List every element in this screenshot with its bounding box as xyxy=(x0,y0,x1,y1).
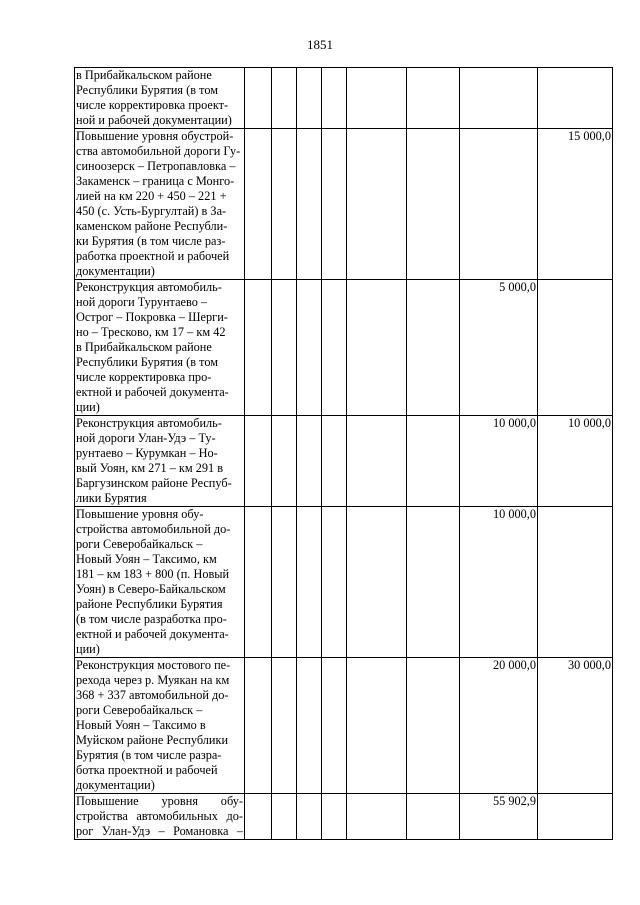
row-value-col-8 xyxy=(538,507,613,658)
row-value-col-6 xyxy=(407,280,460,416)
table-row xyxy=(75,280,613,416)
row-value-col-4 xyxy=(322,794,347,840)
row-value-col-3 xyxy=(297,280,322,416)
row-value-col-4 xyxy=(322,280,347,416)
row-value-col-3 xyxy=(297,416,322,507)
table-row xyxy=(75,416,613,507)
row-value-col-5 xyxy=(347,68,407,129)
row-value-col-5 xyxy=(347,658,407,794)
row-value-col-1 xyxy=(245,507,272,658)
row-value-col-3 xyxy=(297,794,322,840)
row-value-col-2 xyxy=(272,658,297,794)
row-value-col-8 xyxy=(538,794,613,840)
row-value-col-3 xyxy=(297,507,322,658)
table-row xyxy=(75,507,613,658)
row-value-col-1 xyxy=(245,68,272,129)
row-value-col-4 xyxy=(322,68,347,129)
row-description: в Прибайкальском районе Республики Бурятия (в том числе корректировка проект- ной и рабочей документации) xyxy=(75,68,245,129)
row-value-col-3 xyxy=(297,68,322,129)
row-value-col-8 xyxy=(538,68,613,129)
row-value-col-5 xyxy=(347,416,407,507)
row-description: Реконструкция мостового пе- рехода через р. Муякан на км 368 + 337 автомобильной до- роги Северобайкальск – Новый Уоян – Таксимо в Муйском районе Республики Бурятия (в том числе разра- ботка проектной и рабочей документации) xyxy=(75,658,245,794)
row-value-col-2 xyxy=(272,416,297,507)
row-value-col-3 xyxy=(297,658,322,794)
row-value-col-8: 10 000,0 xyxy=(538,416,613,507)
row-description: Реконструкция автомобиль- ной дороги Улан-Удэ – Ту- рунтаево – Курумкан – Но- вый Уоян, км 271 – км 291 в Баргузинском районе Респуб- лики Бурятия xyxy=(75,416,245,507)
row-description: Повышение уровня обу- стройства автомобильной до- роги Северобайкальск – Новый Уоян – Таксимо, км 181 – км 183 + 800 (п. Новый Уоян) в Северо-Байкальском районе Республики Бурятия (в том числе разработка про- ектной и рабочей документа- ции) xyxy=(75,507,245,658)
row-value-col-2 xyxy=(272,794,297,840)
table-row xyxy=(75,658,613,794)
row-value-col-2 xyxy=(272,68,297,129)
row-value-col-7: 55 902,9 xyxy=(460,794,538,840)
row-value-col-5 xyxy=(347,129,407,280)
row-value-col-6 xyxy=(407,658,460,794)
table-row xyxy=(75,129,613,280)
row-description: Повышение уровня обустрой- ства автомобильной дороги Гу- синоозерск – Петропавловка – Закаменск – граница с Монго- лией на км 220 + 450 – 221 + 450 (с. Усть-Бургултай) в За- каменском районе Республи- ки Бурятия (в том числе раз- работка проектной и рабочей документации) xyxy=(75,129,245,280)
row-value-col-6 xyxy=(407,416,460,507)
row-value-col-7 xyxy=(460,129,538,280)
row-value-col-4 xyxy=(322,129,347,280)
row-value-col-8: 15 000,0 xyxy=(538,129,613,280)
row-value-col-7 xyxy=(460,68,538,129)
row-value-col-6 xyxy=(407,129,460,280)
table-row xyxy=(75,68,613,129)
row-value-col-3 xyxy=(297,129,322,280)
row-value-col-1 xyxy=(245,658,272,794)
row-value-col-2 xyxy=(272,280,297,416)
row-description: Реконструкция автомобиль- ной дороги Турунтаево – Острог – Покровка – Шерги- но – Тресково, км 17 – км 42 в Прибайкальском районе Республики Бурятия (в том числе корректировка про- ектной и рабочей документа- ции) xyxy=(75,280,245,416)
row-value-col-1 xyxy=(245,280,272,416)
row-value-col-7: 5 000,0 xyxy=(460,280,538,416)
row-value-col-4 xyxy=(322,507,347,658)
row-value-col-1 xyxy=(245,794,272,840)
row-value-col-4 xyxy=(322,416,347,507)
row-value-col-2 xyxy=(272,129,297,280)
row-value-col-1 xyxy=(245,129,272,280)
row-value-col-5 xyxy=(347,507,407,658)
table-row xyxy=(75,794,613,840)
row-value-col-6 xyxy=(407,507,460,658)
row-value-col-1 xyxy=(245,416,272,507)
row-value-col-6 xyxy=(407,68,460,129)
page-number: 1851 xyxy=(307,37,333,52)
row-value-col-6 xyxy=(407,794,460,840)
row-value-col-7: 10 000,0 xyxy=(460,507,538,658)
row-value-col-4 xyxy=(322,658,347,794)
row-value-col-5 xyxy=(347,794,407,840)
row-value-col-8 xyxy=(538,280,613,416)
row-description: Повышение уровня обу- стройства автомобильных до- рог Улан-Удэ – Романовка – xyxy=(76,794,243,838)
row-value-col-7: 20 000,0 xyxy=(460,658,538,794)
row-value-col-5 xyxy=(347,280,407,416)
row-value-col-2 xyxy=(272,507,297,658)
budget-table xyxy=(74,67,613,840)
row-value-col-8: 30 000,0 xyxy=(538,658,613,794)
row-value-col-7: 10 000,0 xyxy=(460,416,538,507)
